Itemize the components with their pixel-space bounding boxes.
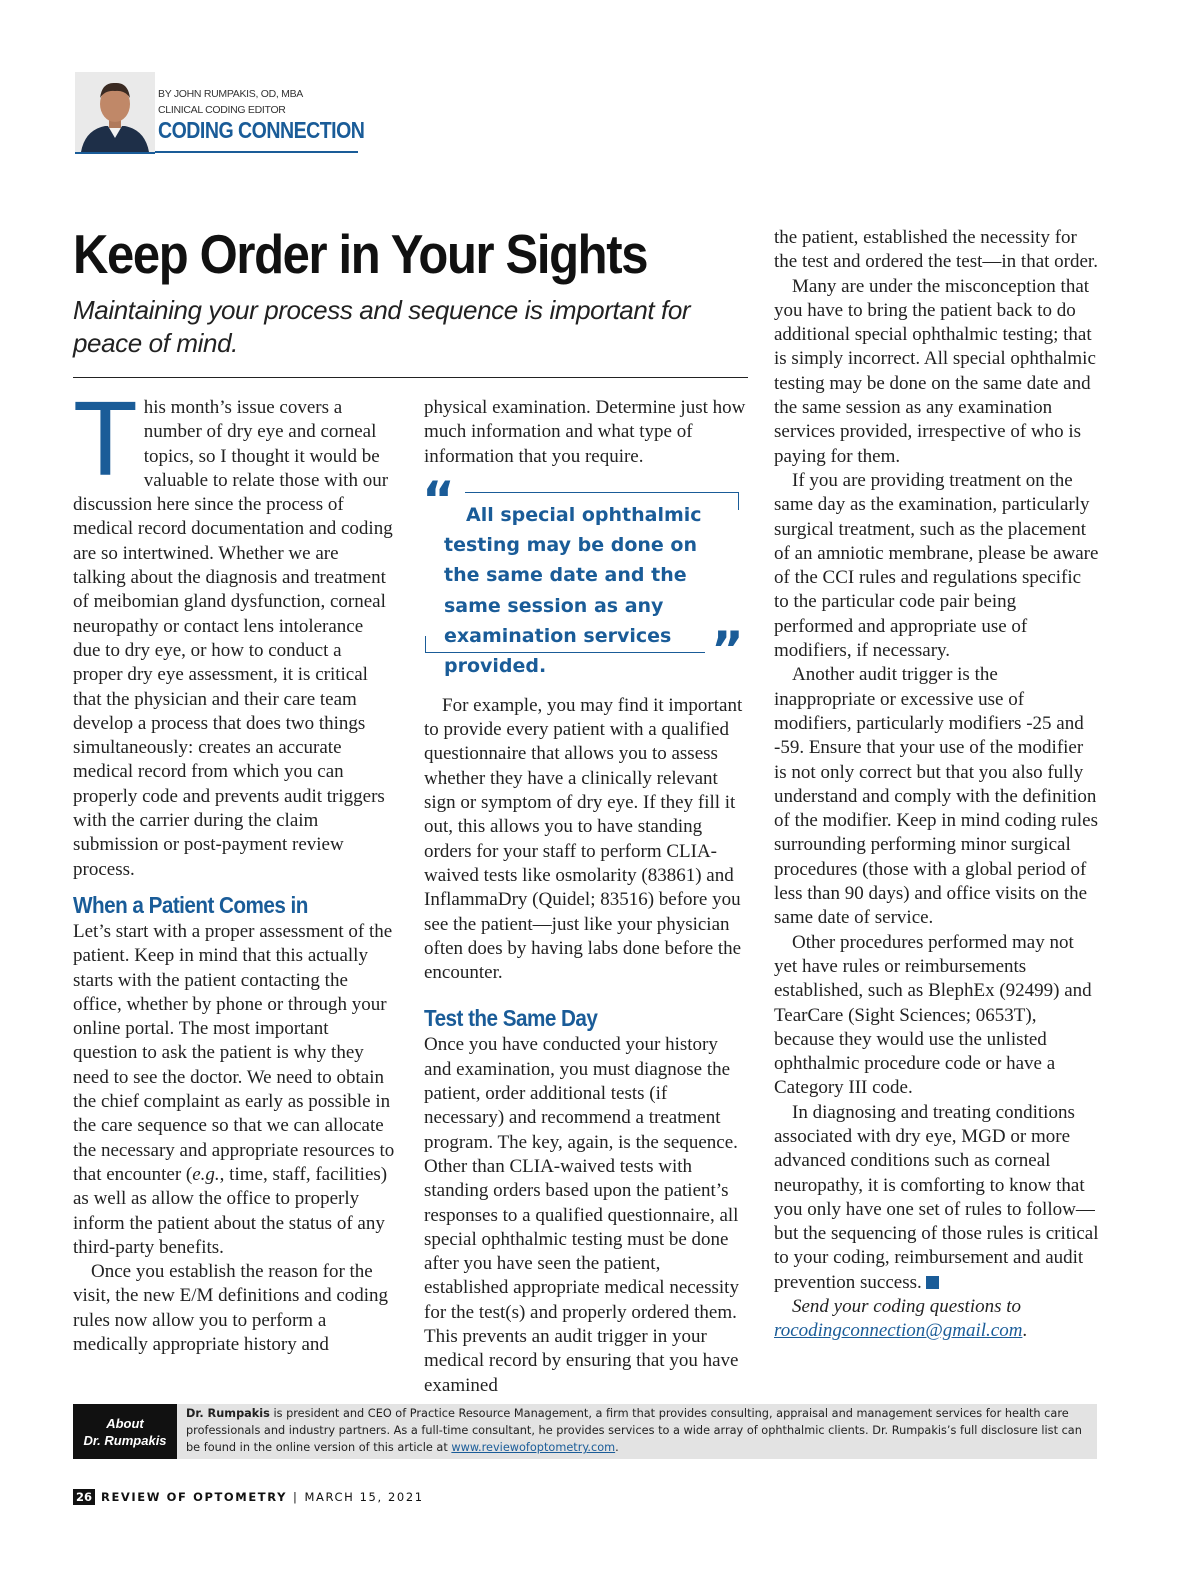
intro-text: his month’s issue covers a number of dry eye and corneal topics, so I thought it would be valuable to relate those with our discussion here since the process of medical record documentation and coding are so intertwined. Whether we are talking about the diagnosis and treatment of meibomian gland dysfunction, corneal neuropathy or contact lens intolerance due to dry eye, or how to conduct a proper dry eye assessment, it is critical that the physician and their care team develop a process that does two things simultaneously: creates an accurate medical record from which you can properly code and prevents audit triggers with the carrier during the claim submission or post-payment review process. bbox=[73, 397, 393, 880]
close-quote-icon: ” bbox=[711, 621, 744, 679]
article-subtitle: Maintaining your process and sequence is important for peace of mind. bbox=[73, 295, 691, 358]
website-link[interactable]: www.reviewofoptometry.com bbox=[451, 1441, 616, 1454]
paragraph: Many are under the misconception that you have to bring the patient back to do additional special ophthalmic testing; that is simply incorrect. All special ophthalmic testing may be done on the same date and the same session as any examination services provided, irrespective of who is paying for them. bbox=[774, 275, 1096, 467]
magazine-name: REVIEW OF OPTOMETRY bbox=[101, 1490, 288, 1504]
drop-cap: T bbox=[73, 380, 138, 498]
paragraph: the patient, established the necessity for the test and ordered the test—in that order. bbox=[774, 227, 1098, 273]
end-mark-icon bbox=[926, 1276, 939, 1289]
byline bbox=[158, 86, 303, 118]
pullquote-text: All special ophthalmic testing may be done on the same date and the same session as any examination services provided. bbox=[444, 504, 702, 678]
about-body: is president and CEO of Practice Resource Management, a firm that provides consulting, appraisal and management services for health care professionals and industry partners. As a full-time consultant, he provides services to a wide array of ophthalmic clients. Dr. Rumpakis’s full disclosure list can be found in the online version of this article at bbox=[186, 1407, 1082, 1454]
paragraph bbox=[73, 920, 395, 1260]
pullquote-top-rule bbox=[465, 492, 739, 493]
text-run: , time, staff, facilities) as well as allow the office to properly inform the patient about the status of any third-party benefits. bbox=[73, 1163, 388, 1258]
issue-date: MARCH 15, 2021 bbox=[304, 1490, 424, 1504]
period: . bbox=[1022, 1320, 1028, 1342]
email-line bbox=[774, 1319, 1100, 1343]
section-name: CODING CONNECTION bbox=[158, 117, 365, 143]
page-footer bbox=[73, 1489, 424, 1505]
about-text bbox=[186, 1405, 1091, 1456]
email-link[interactable]: rocodingconnection@gmail.com bbox=[774, 1320, 1023, 1342]
subhead-patient-comes-in: When a Patient Comes in bbox=[73, 891, 308, 918]
section-rule bbox=[155, 151, 358, 153]
column-1 bbox=[73, 380, 395, 1357]
paragraph: Once you establish the reason for the visit, the new E/M definitions and coding rules now allow you to perform a medically appropriate history and bbox=[73, 1261, 389, 1355]
paragraph: Other procedures performed may not yet have rules or reimbursements established, such as BlephEx (92499) and TearCare (Sight Sciences; 0653T), because they would use the unlisted ophthalmic procedure code or have a Category III code. bbox=[774, 931, 1092, 1099]
final-paragraph-text: In diagnosing and treating conditions associated with dry eye, MGD or more advanced conditions such as corneal neuropathy, it is comforting to know that you only have one set of rules to follow—but the sequencing of those rules is critical to your coding, reimbursement and audit prevention success. bbox=[774, 1101, 1099, 1293]
about-label bbox=[73, 1404, 177, 1459]
about-label-line2: Dr. Rumpakis bbox=[83, 1432, 167, 1448]
paragraph bbox=[774, 1101, 1100, 1295]
text-run-italic: e.g. bbox=[192, 1163, 220, 1185]
about-label-line1: About bbox=[106, 1415, 144, 1431]
paragraph: Another audit trigger is the inappropriate or excessive use of modifiers, particularly modifiers -25 and -59. Ensure that your use of the modifier is not only correct but that you also fully understand and comply with the definition of the modifier. Keep in mind coding rules surrounding performing minor surgical procedures (those with a global period of less than 90 days) and office visits on the same date of service. bbox=[774, 664, 1098, 929]
text-run: Let’s start with a proper assessment of the patient. Keep in mind that this actually starts with the patient contacting the office, whether by phone or through your online portal. The most important question to ask the patient is why they need to see the doctor. We need to obtain the chief complaint as early as possible in the care sequence so that we can allocate the necessary and appropriate resources to that encounter ( bbox=[73, 920, 395, 1185]
title-divider bbox=[73, 377, 748, 378]
article-title: Keep Order in Your Sights bbox=[73, 223, 648, 285]
about-end: . bbox=[615, 1441, 619, 1454]
pullquote-bottom-tick bbox=[425, 636, 426, 653]
paragraph: If you are providing treatment on the same day as the examination, particularly surgical treatment, such as the placement of an amniotic membrane, please be aware of the CCI rules and regulations specific to the particular code pair being performed and appropriate use of modifiers, if necessary. bbox=[774, 469, 1099, 662]
send-questions-line: Send your coding questions to bbox=[792, 1296, 1022, 1318]
author-role: CLINICAL CODING EDITOR bbox=[158, 104, 286, 116]
about-name: Dr. Rumpakis bbox=[186, 1407, 270, 1420]
author-name: BY JOHN RUMPAKIS, OD, MBA bbox=[158, 88, 303, 100]
footer-separator: | bbox=[293, 1490, 299, 1504]
subhead-test-same-day: Test the Same Day bbox=[424, 1005, 598, 1032]
pullquote bbox=[444, 500, 724, 681]
intro-paragraph bbox=[73, 380, 395, 882]
page-number: 26 bbox=[73, 1489, 95, 1505]
pullquote-top-tick bbox=[738, 492, 739, 510]
paragraph: physical examination. Determine just how much information and what type of information that you require. bbox=[424, 397, 746, 467]
paragraph: Once you have conducted your history and examination, you must diagnose the patient, order additional tests (if necessary) and recommend a treatment program. The key, again, is the sequence. Other than CLIA-waived tests with standing orders based upon the patient’s responses to a qualified questionnaire, all special ophthalmic testing must be done after you have seen the patient, established appropriate medical necessity for the test(s) and properly ordered them. This prevents an audit trigger in your medical record by ensuring that you have examined bbox=[424, 1034, 739, 1396]
open-quote-icon: “ bbox=[422, 471, 455, 529]
author-photo bbox=[75, 72, 155, 154]
paragraph: For example, you may find it important to provide every patient with a qualified questionnaire that allows you to assess whether they have a clinically relevant sign or symptom of dry eye. If they fill it out, this allows you to have standing orders for your staff to perform CLIA-waived tests like osmolarity (83861) and InflammaDry (Quidel; 83516) before you see the patient—just like your physician often does by having labs done before the encounter. bbox=[424, 694, 743, 984]
column-3 bbox=[774, 226, 1100, 1344]
